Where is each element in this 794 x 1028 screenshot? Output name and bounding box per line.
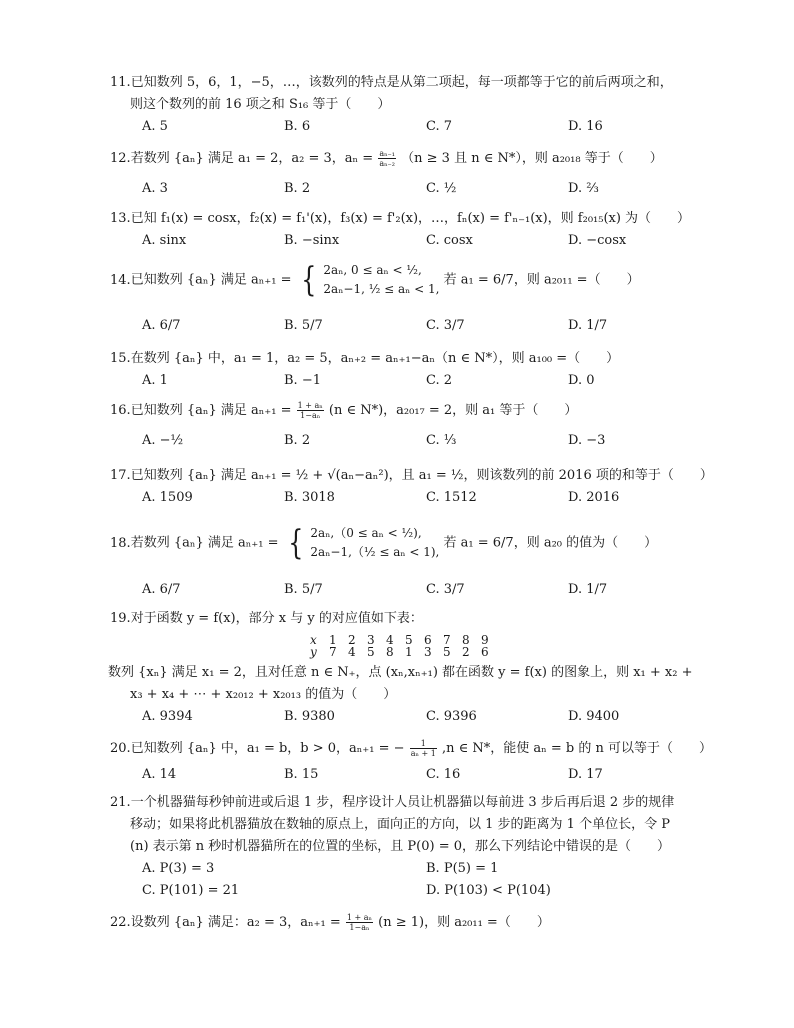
option-a[interactable]: A. −½	[142, 433, 184, 448]
options	[110, 706, 710, 728]
option-c[interactable]: C. 9396	[426, 709, 477, 724]
option-c[interactable]: C. P(101) = 21	[142, 883, 240, 898]
question-stem	[110, 465, 713, 487]
options	[110, 370, 710, 392]
option-a[interactable]: A. 9394	[142, 709, 193, 724]
option-c[interactable]: C. ½	[426, 181, 457, 196]
table-row-label: y	[310, 645, 317, 659]
question-stem	[110, 208, 710, 230]
value-table	[310, 634, 500, 658]
question-stem	[110, 608, 710, 630]
option-d[interactable]: D. 16	[568, 119, 603, 134]
stem-suffix: 若 a₁ = 6/7，则 a₂₀ 的值为（ ）	[443, 535, 658, 551]
fraction	[346, 913, 373, 932]
option-a[interactable]: A. 5	[142, 119, 168, 134]
table-cell: 2	[348, 633, 356, 647]
option-c[interactable]: C. cosx	[426, 233, 473, 248]
question-14	[110, 258, 710, 337]
stem-line-1: 已知数列 5，6，1，−5，…，该数列的特点是从第二项起，每一项都等于它的前后两项之和，	[130, 75, 673, 90]
option-b[interactable]: B. P(5) = 1	[426, 861, 499, 876]
case-2: 2aₙ−1,（½ ≤ aₙ < 1),	[310, 544, 440, 559]
option-d[interactable]: D. −3	[568, 433, 606, 448]
case-1: 2aₙ,（0 ≤ aₙ < ½),	[310, 525, 422, 540]
table-cell: 8	[462, 633, 470, 647]
option-b[interactable]: B. −sinx	[284, 233, 340, 248]
question-number: 17.	[110, 468, 131, 483]
option-c[interactable]: C. 3/7	[426, 581, 465, 597]
option-c[interactable]: C. 16	[426, 767, 461, 782]
option-b[interactable]: B. 5/7	[284, 581, 323, 597]
option-b[interactable]: B. 5/7	[284, 317, 323, 333]
question-12	[110, 148, 710, 200]
stem-suffix: (n ∈ N*)，a₂₀₁₇ = 2，则 a₁ 等于（ ）	[328, 403, 578, 418]
fraction-numerator: 1 + aₙ	[297, 401, 323, 410]
question-stem	[110, 912, 710, 934]
table-cell: 6	[424, 633, 432, 647]
question-stem	[110, 400, 710, 422]
options	[110, 230, 710, 252]
option-b[interactable]: B. 9380	[284, 709, 335, 724]
option-d[interactable]: D. 1/7	[568, 581, 608, 597]
stem-prefix: 设数列 {aₙ} 满足：a₂ = 3，aₙ₊₁ =	[130, 915, 341, 930]
option-a[interactable]: A. 1509	[142, 490, 193, 505]
question-22	[110, 912, 710, 934]
stem-text: 已知数列 {aₙ} 满足 aₙ₊₁ = ½ + √(aₙ−aₙ²)，且 a₁ = ½，则该数列的前 2016 项的和等于（ ）	[130, 468, 713, 483]
option-a[interactable]: A. 6/7	[142, 317, 181, 333]
option-d[interactable]: D. 2016	[568, 490, 620, 505]
fraction-denominator: 1−aₙ	[349, 923, 370, 932]
table-cell: 9	[481, 633, 489, 647]
question-number: 18.	[110, 535, 131, 551]
option-b[interactable]: B. 15	[284, 767, 319, 782]
stem-line-3: (n) 表示第 n 秒时机器猫所在的位置的坐标，且 P(0) = 0，那么下列结论中错误的是（ ）	[130, 839, 671, 854]
option-b[interactable]: B. 3018	[284, 490, 335, 505]
piecewise-definition	[298, 258, 440, 302]
table-row-label: x	[310, 633, 317, 647]
question-number: 16.	[110, 403, 131, 418]
table-cell: 6	[481, 645, 489, 659]
options-row-1	[110, 858, 710, 880]
table-cell: 5	[405, 633, 413, 647]
fraction-denominator: 1−aₙ	[300, 411, 321, 420]
question-21	[110, 792, 710, 902]
options	[110, 315, 710, 337]
cases	[323, 261, 439, 299]
question-stem	[110, 148, 710, 170]
table-cell: 7	[443, 633, 451, 647]
fraction-numerator: aₙ₋₁	[379, 149, 395, 158]
question-20	[110, 738, 710, 786]
option-b[interactable]: B. 6	[284, 119, 311, 134]
option-d[interactable]: D. ⅔	[568, 181, 599, 196]
fraction-numerator: 1	[410, 739, 437, 749]
stem-line-3: x₃ + x₄ + ⋯ + x₂₀₁₂ + x₂₀₁₃ 的值为（ ）	[130, 687, 397, 702]
question-19-continued	[110, 662, 710, 728]
stem-suffix: ,n ∈ N*，能使 aₙ = b 的 n 可以等于（ ）	[441, 741, 712, 756]
table-cell: 3	[367, 633, 375, 647]
option-a[interactable]: A. 3	[142, 181, 168, 196]
question-number: 19.	[110, 611, 131, 626]
stem-suffix: （n ≥ 3 且 n ∈ N*），则 a₂₀₁₈ 等于（ ）	[401, 151, 663, 166]
fraction-numerator: 1 + aₙ	[346, 913, 372, 922]
piecewise-definition	[285, 520, 440, 566]
option-c[interactable]: C. ⅓	[426, 433, 457, 448]
table-cell: 3	[424, 645, 432, 659]
option-b[interactable]: B. 2	[284, 181, 311, 196]
question-stem	[110, 792, 710, 814]
table-cell: 8	[386, 645, 394, 659]
stem-line-2: 则这个数列的前 16 项之和 S₁₆ 等于（ ）	[130, 97, 391, 112]
table-cell: 7	[329, 645, 337, 659]
question-18	[110, 520, 710, 601]
brace-symbol: {	[287, 522, 304, 563]
option-b[interactable]: B. 2	[284, 433, 311, 448]
option-d[interactable]: D. 17	[568, 767, 603, 782]
question-number: 12.	[110, 151, 131, 166]
option-c[interactable]: C. 3/7	[426, 317, 465, 333]
brace-symbol: {	[300, 259, 317, 300]
options	[110, 430, 710, 452]
cases	[310, 524, 439, 562]
stem-prefix: 若数列 {aₙ} 满足 aₙ₊₁ =	[130, 535, 279, 551]
case-1: 2aₙ, 0 ≤ aₙ < ½,	[323, 262, 422, 277]
table-cell: 5	[443, 645, 451, 659]
table-cell: 1	[329, 633, 337, 647]
options	[110, 116, 710, 138]
stem-line-1: 一个机器猫每秒钟前进或后退 1 步，程序设计人员让机器猫以每前进 3 步后再后退 2 步的规律	[130, 795, 675, 810]
options-row-2	[110, 880, 710, 902]
question-stem	[110, 72, 710, 94]
fraction	[410, 739, 437, 758]
question-number: 13.	[110, 211, 131, 226]
option-c[interactable]: C. 7	[426, 119, 453, 134]
option-d[interactable]: D. 0	[568, 373, 595, 388]
option-a[interactable]: A. 1	[142, 373, 168, 388]
option-a[interactable]: A. 14	[142, 767, 177, 782]
stem-suffix: (n ≥ 1)，则 a₂₀₁₁ =（ ）	[378, 915, 550, 930]
question-15	[110, 348, 710, 392]
table-cell: 5	[367, 645, 375, 659]
option-c[interactable]: C. 1512	[426, 490, 477, 505]
table-row-y	[310, 646, 500, 658]
option-d[interactable]: D. 9400	[568, 709, 620, 724]
question-17	[110, 465, 713, 509]
question-number: 21.	[110, 795, 131, 810]
option-d[interactable]: D. P(103) < P(104)	[426, 883, 551, 898]
stem-line-1: 对于函数 y = f(x)，部分 x 与 y 的对应值如下表：	[130, 611, 423, 626]
option-d[interactable]: D. −cosx	[568, 233, 627, 248]
question-stem	[110, 520, 710, 567]
case-2: 2aₙ−1, ½ ≤ aₙ < 1,	[323, 281, 440, 296]
stem-prefix: 已知数列 {aₙ} 满足 aₙ₊₁ =	[130, 403, 292, 418]
fraction-denominator: aₙ₋₂	[379, 159, 395, 168]
question-stem	[110, 258, 710, 303]
question-13	[110, 208, 710, 252]
question-number: 20.	[110, 741, 131, 756]
question-number: 14.	[110, 272, 131, 288]
table-cell: 4	[386, 633, 394, 647]
stem-text: 在数列 {aₙ} 中，a₁ = 1，a₂ = 5，aₙ₊₂ = aₙ₊₁−aₙ（n ∈ N*），则 a₁₀₀ =（ ）	[130, 351, 620, 366]
option-c[interactable]: C. 2	[426, 373, 453, 388]
fraction-denominator: aₙ + 1	[410, 749, 436, 758]
options	[110, 487, 710, 509]
question-number: 11.	[110, 75, 131, 90]
options	[110, 764, 710, 786]
stem-suffix: 若 a₁ = 6/7，则 a₂₀₁₁ =（ ）	[443, 272, 640, 288]
table-cell: 2	[462, 645, 470, 659]
stem-text: 已知 f₁(x) = cosx，f₂(x) = f₁'(x)，f₃(x) = f'₂(x)，…，fₙ(x) = f'ₙ₋₁(x)，则 f₂₀₁₅(x) 为（ ）	[130, 211, 691, 226]
table-cell: 4	[348, 645, 356, 659]
option-a[interactable]: A. 6/7	[142, 581, 181, 597]
stem-line-2: 移动；如果将此机器猫放在数轴的原点上，面向正的方向，以 1 步的距离为 1 个单位长，令 P	[130, 817, 670, 832]
fraction	[378, 149, 396, 168]
stem-prefix: 已知数列 {aₙ} 中，a₁ = b，b > 0，aₙ₊₁ = −	[130, 741, 405, 756]
question-19	[110, 608, 710, 630]
stem-line-2: 数列 {xₙ} 满足 x₁ = 2，且对任意 n ∈ N₊，点 (xₙ,xₙ₊₁) 都在函数 y = f(x) 的图象上，则 x₁ + x₂ +	[108, 665, 693, 680]
question-number: 15.	[110, 351, 131, 366]
question-number: 22.	[110, 915, 131, 930]
option-d[interactable]: D. 1/7	[568, 317, 608, 333]
stem-prefix: 已知数列 {aₙ} 满足 aₙ₊₁ =	[130, 272, 292, 288]
question-stem	[110, 348, 710, 370]
table-cell: 1	[405, 645, 413, 659]
question-11	[110, 72, 710, 138]
stem-prefix: 若数列 {aₙ} 满足 a₁ = 2，a₂ = 3，aₙ =	[130, 151, 374, 166]
options	[110, 579, 710, 601]
question-stem	[110, 738, 710, 760]
option-b[interactable]: B. −1	[284, 373, 321, 388]
fraction	[297, 401, 324, 420]
option-a[interactable]: A. sinx	[142, 233, 187, 248]
options	[110, 178, 710, 200]
option-a[interactable]: A. P(3) = 3	[142, 861, 215, 876]
question-16	[110, 400, 710, 452]
